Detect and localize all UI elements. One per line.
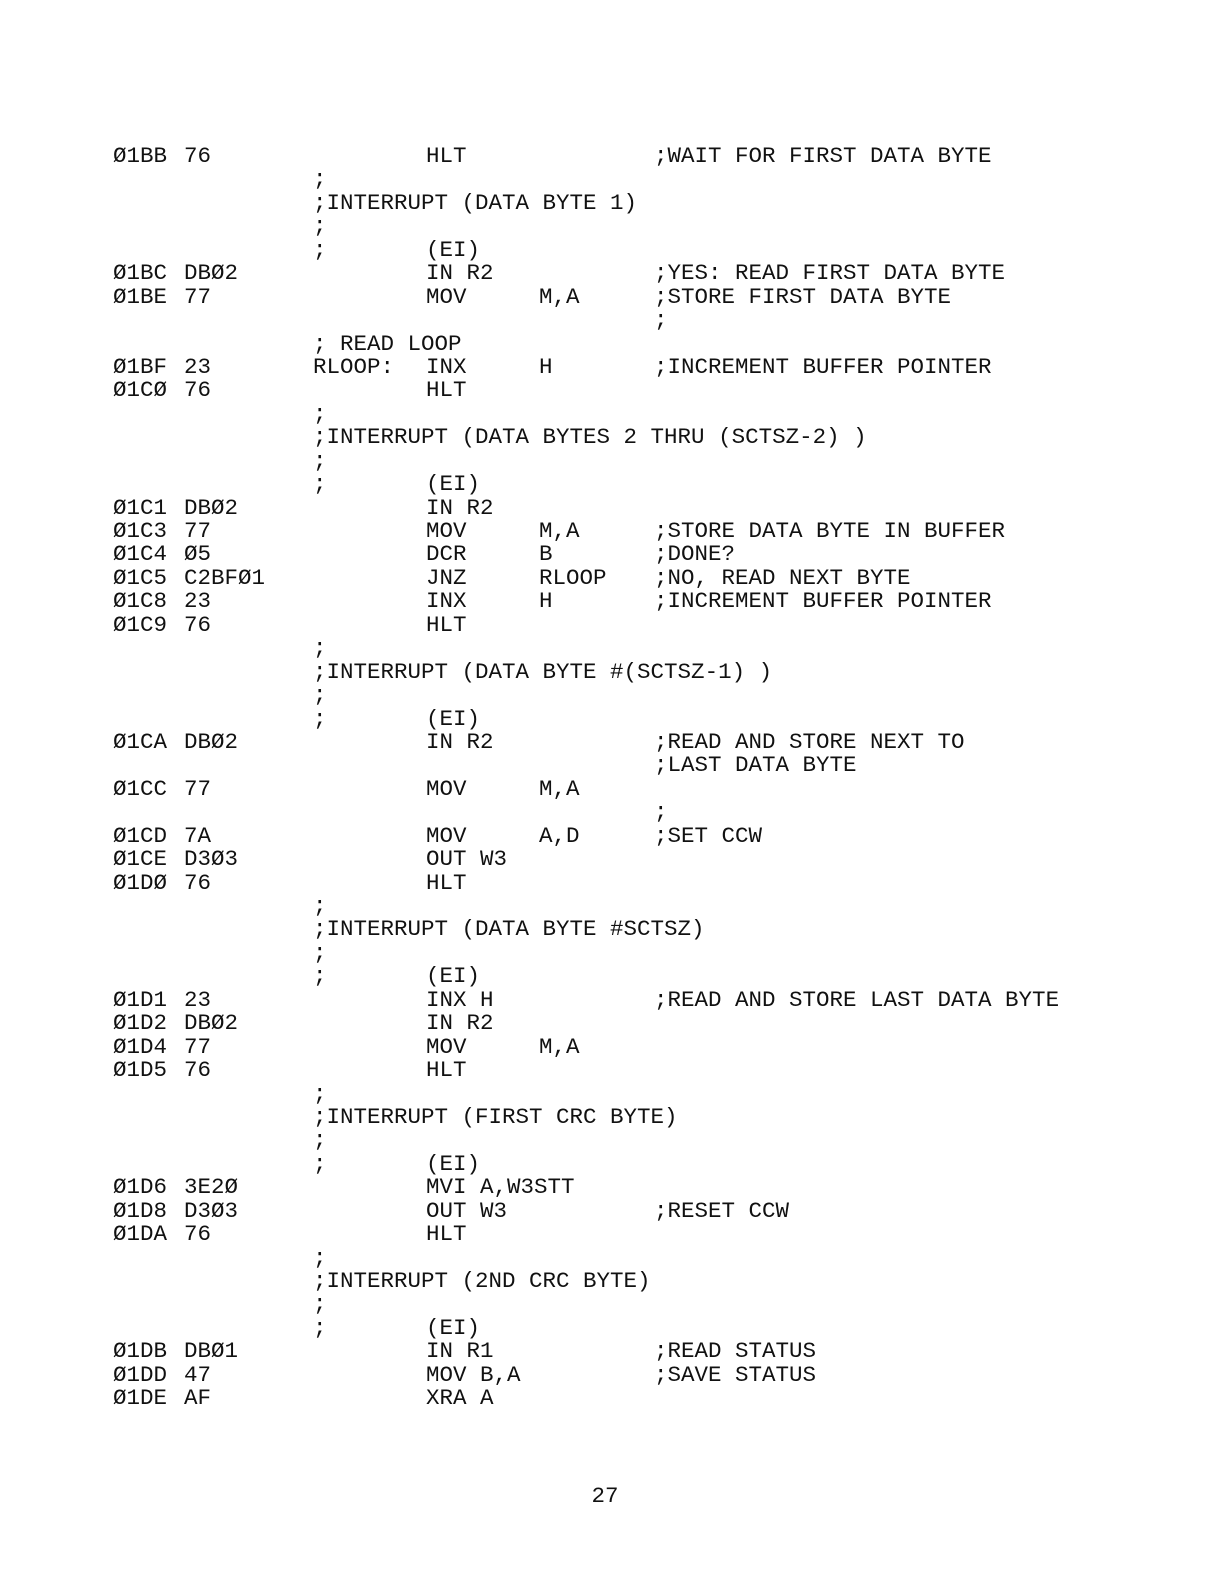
listing-line <box>0 1059 1224 1082</box>
listing-line <box>0 543 1224 566</box>
comment: ;READ AND STORE LAST DATA BYTE <box>654 986 1060 1013</box>
listing-line <box>0 637 1224 660</box>
address: Ø1DB <box>113 1338 168 1365</box>
label-or-comment: ;INTERRUPT (FIRST CRC BYTE) <box>313 1103 678 1130</box>
object-code: 23 <box>184 588 212 615</box>
operand: H <box>539 353 553 380</box>
listing-line <box>0 1387 1224 1410</box>
listing-line <box>0 494 1224 521</box>
mnemonic: INX <box>426 588 467 615</box>
object-code: DBØ2 <box>184 728 239 755</box>
listing-line <box>0 1197 1224 1224</box>
object-code: 76 <box>184 1057 212 1084</box>
address: Ø1DA <box>113 1221 168 1248</box>
object-code: DBØ2 <box>184 260 239 287</box>
mnemonic: MOV <box>426 1033 467 1060</box>
mnemonic: IN R2 <box>426 1010 494 1037</box>
address: Ø1CC <box>113 775 168 802</box>
address: Ø1D1 <box>113 986 168 1013</box>
listing-line <box>0 379 1224 402</box>
label-or-comment: ;INTERRUPT (DATA BYTE #SCTSZ) <box>313 916 705 943</box>
listing-line <box>0 564 1224 591</box>
mnemonic: MOV <box>426 283 467 310</box>
operand: RLOOP <box>539 564 607 591</box>
mnemonic: HLT <box>426 1057 467 1084</box>
object-code: Ø5 <box>184 541 212 568</box>
listing-line <box>0 1012 1224 1035</box>
mnemonic: (EI) <box>426 963 481 990</box>
object-code: DBØ2 <box>184 494 239 521</box>
mnemonic: HLT <box>426 143 467 169</box>
listing-line <box>0 590 1224 613</box>
object-code: 77 <box>184 518 212 544</box>
label-or-comment: RLOOP: <box>313 353 395 380</box>
operand: M,A <box>539 518 580 544</box>
listing-line <box>0 1176 1224 1199</box>
object-code: 23 <box>184 986 212 1013</box>
listing-line <box>0 426 1224 449</box>
object-code: 77 <box>184 775 212 802</box>
label-or-comment: ; <box>313 1244 327 1271</box>
object-code: 77 <box>184 1033 212 1060</box>
mnemonic: HLT <box>426 869 467 896</box>
listing-line <box>0 822 1224 849</box>
listing-line <box>0 262 1224 285</box>
object-code: D3Ø3 <box>184 846 239 873</box>
label-or-comment: ; <box>313 939 327 966</box>
mnemonic: OUT W3 <box>426 1197 508 1224</box>
object-code: 7A <box>184 822 212 849</box>
mnemonic: HLT <box>426 377 467 404</box>
mnemonic: INX H <box>426 986 494 1013</box>
listing-line <box>0 754 1224 777</box>
listing-line <box>0 215 1224 238</box>
listing-line <box>0 1150 1224 1177</box>
label-or-comment: ; <box>313 893 327 919</box>
label-or-comment: ;INTERRUPT (2ND CRC BYTE) <box>313 1268 651 1294</box>
comment: ;WAIT FOR FIRST DATA BYTE <box>654 143 992 169</box>
listing-line <box>0 309 1224 332</box>
operand: H <box>539 588 553 615</box>
object-code: 76 <box>184 1221 212 1248</box>
address: Ø1D2 <box>113 1010 168 1037</box>
listing-line <box>0 848 1224 871</box>
mnemonic: (EI) <box>426 705 481 732</box>
listing-line <box>0 330 1224 357</box>
address: Ø1C4 <box>113 541 168 568</box>
page-number: 27 <box>591 1483 619 1509</box>
label-or-comment: ; <box>313 1150 327 1177</box>
label-or-comment: ; <box>313 1314 327 1341</box>
mnemonic: MVI A,W3STT <box>426 1174 575 1201</box>
operand: M,A <box>539 1033 580 1060</box>
object-code: 76 <box>184 869 212 896</box>
listing-line <box>0 918 1224 941</box>
address: Ø1CØ <box>113 377 168 404</box>
mnemonic: (EI) <box>426 471 481 498</box>
listing-line <box>0 1270 1224 1293</box>
listing-line <box>0 236 1224 263</box>
address: Ø1BF <box>113 353 168 380</box>
listing-line <box>0 658 1224 685</box>
listing-line <box>0 1223 1224 1246</box>
label-or-comment: ; <box>313 963 327 990</box>
address: Ø1DE <box>113 1385 168 1412</box>
address: Ø1D6 <box>113 1174 168 1201</box>
object-code: 77 <box>184 283 212 310</box>
listing-line <box>0 895 1224 918</box>
listing-line <box>0 1314 1224 1341</box>
mnemonic: MOV <box>426 822 467 849</box>
mnemonic: MOV B,A <box>426 1361 521 1388</box>
address: Ø1C9 <box>113 611 168 638</box>
mnemonic: (EI) <box>426 236 481 263</box>
comment: ;LAST DATA BYTE <box>654 752 857 779</box>
listing-line <box>0 400 1224 427</box>
label-or-comment: ; <box>313 236 327 263</box>
object-code: D3Ø3 <box>184 1197 239 1224</box>
label-or-comment: ;INTERRUPT (DATA BYTE 1) <box>313 189 638 216</box>
address: Ø1CE <box>113 846 168 873</box>
mnemonic: HLT <box>426 611 467 638</box>
listing-line <box>0 1244 1224 1271</box>
label-or-comment: ; <box>313 1080 327 1107</box>
listing-line <box>0 775 1224 802</box>
address: Ø1CD <box>113 822 168 849</box>
label-or-comment: ;INTERRUPT (DATA BYTE #(SCTSZ-1) ) <box>313 658 773 685</box>
listing-line <box>0 965 1224 988</box>
comment: ;READ STATUS <box>654 1338 817 1365</box>
label-or-comment: ; <box>313 682 327 709</box>
label-or-comment: ; <box>313 635 327 662</box>
listing-line <box>0 705 1224 732</box>
listing-line <box>0 283 1224 310</box>
listing-line <box>0 1080 1224 1107</box>
listing-line <box>0 145 1224 168</box>
mnemonic: JNZ <box>426 564 467 591</box>
listing-line <box>0 611 1224 638</box>
listing-line <box>0 1361 1224 1388</box>
mnemonic: MOV <box>426 518 467 544</box>
address: Ø1BC <box>113 260 168 287</box>
listing-line <box>0 1129 1224 1152</box>
address: Ø1C1 <box>113 494 168 521</box>
address: Ø1C8 <box>113 588 168 615</box>
mnemonic: XRA A <box>426 1385 494 1412</box>
operand: M,A <box>539 775 580 802</box>
listing-line <box>0 168 1224 191</box>
listing-line <box>0 1340 1224 1363</box>
object-code: 76 <box>184 611 212 638</box>
object-code: DBØ2 <box>184 1010 239 1037</box>
object-code: 23 <box>184 353 212 380</box>
address: Ø1D4 <box>113 1033 168 1060</box>
label-or-comment: ; <box>313 400 327 427</box>
mnemonic: OUT W3 <box>426 846 508 873</box>
label-or-comment: ; <box>313 213 327 240</box>
mnemonic: IN R2 <box>426 494 494 521</box>
address: Ø1C3 <box>113 518 168 544</box>
mnemonic: DCR <box>426 541 467 568</box>
listing-line <box>0 801 1224 824</box>
label-or-comment: ; <box>313 471 327 498</box>
object-code: 76 <box>184 377 212 404</box>
comment: ; <box>654 799 668 826</box>
listing-line <box>0 447 1224 474</box>
listing-line <box>0 684 1224 707</box>
operand: A,D <box>539 822 580 849</box>
mnemonic: IN R2 <box>426 728 494 755</box>
mnemonic: MOV <box>426 775 467 802</box>
mnemonic: (EI) <box>426 1314 481 1341</box>
mnemonic: INX <box>426 353 467 380</box>
comment: ;YES: READ FIRST DATA BYTE <box>654 260 1006 287</box>
address: Ø1BE <box>113 283 168 310</box>
object-code: 47 <box>184 1361 212 1388</box>
label-or-comment: ; <box>313 1127 327 1154</box>
mnemonic: IN R2 <box>426 260 494 287</box>
address: Ø1CA <box>113 728 168 755</box>
comment: ;SET CCW <box>654 822 763 849</box>
label-or-comment: ; <box>313 166 327 193</box>
address: Ø1BB <box>113 143 168 169</box>
comment: ;RESET CCW <box>654 1197 790 1224</box>
operand: B <box>539 541 553 568</box>
object-code: 3E2Ø <box>184 1174 239 1201</box>
mnemonic: HLT <box>426 1221 467 1248</box>
comment: ;SAVE STATUS <box>654 1361 817 1388</box>
listing-line <box>0 189 1224 216</box>
comment: ;INCREMENT BUFFER POINTER <box>654 588 992 615</box>
label-or-comment: ;INTERRUPT (DATA BYTES 2 THRU (SCTSZ-2) ) <box>313 424 867 451</box>
comment: ;STORE FIRST DATA BYTE <box>654 283 952 310</box>
comment: ; <box>654 307 668 334</box>
address: Ø1DD <box>113 1361 168 1388</box>
address: Ø1D5 <box>113 1057 168 1084</box>
mnemonic: IN R1 <box>426 1338 494 1365</box>
object-code: AF <box>184 1385 212 1412</box>
comment: ;STORE DATA BYTE IN BUFFER <box>654 518 1006 544</box>
listing-line <box>0 1103 1224 1130</box>
object-code: 76 <box>184 143 212 169</box>
listing-line <box>0 1293 1224 1316</box>
listing-line <box>0 1033 1224 1060</box>
address: Ø1D8 <box>113 1197 168 1224</box>
comment: ;NO, READ NEXT BYTE <box>654 564 911 591</box>
listing-line <box>0 986 1224 1013</box>
address: Ø1C5 <box>113 564 168 591</box>
address: Ø1DØ <box>113 869 168 896</box>
label-or-comment: ; <box>313 1291 327 1318</box>
comment: ;DONE? <box>654 541 736 568</box>
operand: M,A <box>539 283 580 310</box>
listing-line <box>0 520 1224 543</box>
listing-line <box>0 353 1224 380</box>
listing-line <box>0 939 1224 966</box>
label-or-comment: ; <box>313 447 327 474</box>
listing-line <box>0 869 1224 896</box>
comment: ;READ AND STORE NEXT TO <box>654 728 965 755</box>
assembly-listing <box>0 145 1224 1411</box>
object-code: C2BFØ1 <box>184 564 266 591</box>
listing-line <box>0 473 1224 496</box>
label-or-comment: ; READ LOOP <box>313 330 462 357</box>
object-code: DBØ1 <box>184 1338 239 1365</box>
label-or-comment: ; <box>313 705 327 732</box>
comment: ;INCREMENT BUFFER POINTER <box>654 353 992 380</box>
listing-line <box>0 728 1224 755</box>
mnemonic: (EI) <box>426 1150 481 1177</box>
